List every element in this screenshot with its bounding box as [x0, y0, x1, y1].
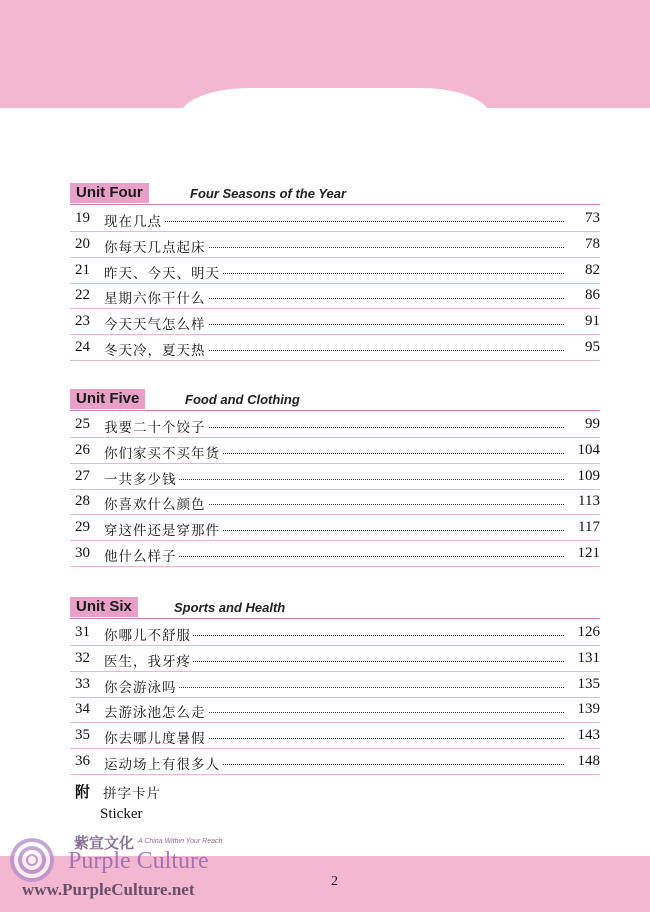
lesson-page-number: 78 — [566, 236, 600, 253]
lesson-number: 19 — [75, 210, 90, 226]
row-divider — [70, 283, 600, 284]
lesson-number: 23 — [75, 313, 90, 330]
lesson-number: 21 — [75, 261, 90, 278]
lesson-title: 去游泳池怎么走 — [104, 701, 208, 721]
toc-row[interactable] — [70, 725, 600, 749]
watermark — [8, 832, 248, 904]
toc-row[interactable] — [70, 208, 600, 232]
unit-header — [70, 183, 510, 205]
toc-row[interactable] — [70, 337, 600, 361]
row-divider — [70, 463, 600, 464]
unit-divider — [70, 410, 600, 411]
lesson-number: 22 — [75, 287, 90, 304]
toc-row[interactable] — [70, 622, 600, 646]
lesson-page-number: 121 — [566, 545, 600, 562]
lesson-number: 29 — [75, 519, 90, 536]
toc-row[interactable] — [70, 260, 600, 284]
toc-row[interactable] — [70, 751, 600, 775]
row-divider — [70, 514, 600, 515]
lesson-title: 他什么样子 — [104, 545, 179, 565]
lesson-page-number: 82 — [566, 262, 600, 279]
row-divider — [70, 697, 600, 698]
lesson-number: 31 — [75, 624, 90, 640]
leader-dots — [104, 221, 564, 222]
unit-title: Food and Clothing — [185, 392, 300, 407]
lesson-page-number: 148 — [566, 753, 600, 770]
unit-label: Unit Five — [70, 389, 145, 409]
row-divider — [70, 489, 600, 490]
lesson-title: 你哪儿不舒服 — [104, 624, 193, 644]
lesson-number: 34 — [75, 701, 90, 718]
lesson-title: 你们家买不买年货 — [104, 442, 222, 462]
lesson-title: 星期六你干什么 — [104, 287, 208, 307]
watermark-chinese: 紫宣文化 — [74, 834, 135, 852]
unit-title: Sports and Health — [174, 600, 286, 615]
toc-row[interactable] — [70, 674, 600, 698]
row-divider — [70, 566, 600, 567]
lesson-page-number: 126 — [566, 624, 600, 641]
toc-row[interactable] — [70, 311, 600, 335]
row-divider — [70, 671, 600, 672]
lesson-page-number: 95 — [566, 339, 600, 356]
row-divider — [70, 774, 600, 775]
purple-culture-logo-icon — [8, 836, 56, 884]
lesson-title: 现在几点 — [104, 210, 164, 230]
unit-label: Unit Six — [70, 597, 138, 617]
lesson-number: 36 — [75, 753, 90, 769]
toc-row[interactable] — [70, 648, 600, 672]
toc-row[interactable] — [70, 234, 600, 258]
unit-divider — [70, 618, 600, 619]
lesson-number: 27 — [75, 467, 90, 484]
lesson-title: 今天天气怎么样 — [104, 313, 208, 333]
toc-row[interactable] — [70, 440, 600, 464]
sticker-label: Sticker — [100, 806, 143, 822]
lesson-number: 26 — [75, 441, 90, 458]
toc-row[interactable] — [70, 699, 600, 723]
lesson-page-number: 104 — [566, 442, 600, 459]
appendix-mark: 附 — [75, 783, 91, 801]
row-divider — [70, 437, 600, 438]
watermark-url: www.PurpleCulture.net — [22, 880, 195, 899]
lesson-title: 你会游泳吗 — [104, 676, 179, 696]
lesson-title: 你去哪儿度暑假 — [104, 727, 208, 747]
row-divider — [70, 540, 600, 541]
lesson-title: 运动场上有很多人 — [104, 753, 222, 773]
lesson-page-number: 143 — [566, 727, 600, 744]
lesson-title: 冬天冷，夏天热 — [104, 339, 208, 359]
lesson-title: 你每天几点起床 — [104, 236, 208, 256]
unit-divider — [70, 204, 600, 205]
watermark-brand: Purple Culture — [68, 848, 209, 874]
lesson-page-number: 73 — [566, 210, 600, 227]
unit-header — [70, 389, 510, 411]
lesson-title: 医生，我牙疼 — [104, 650, 193, 670]
lesson-page-number: 99 — [566, 416, 600, 433]
lesson-title: 我要二十个饺子 — [104, 416, 208, 436]
toc-row[interactable] — [70, 517, 600, 541]
lesson-page-number: 131 — [566, 650, 600, 667]
lesson-number: 25 — [75, 416, 90, 432]
watermark-tagline: A China Within Your Reach — [138, 838, 223, 845]
lesson-number: 30 — [75, 545, 90, 561]
row-divider — [70, 334, 600, 335]
lesson-number: 24 — [75, 339, 90, 355]
lesson-page-number: 139 — [566, 701, 600, 718]
row-divider — [70, 645, 600, 646]
lesson-page-number: 113 — [566, 493, 600, 510]
row-divider — [70, 722, 600, 723]
row-divider — [70, 748, 600, 749]
row-divider — [70, 360, 600, 361]
lesson-number: 28 — [75, 493, 90, 510]
toc-row[interactable] — [70, 543, 600, 567]
lesson-title: 你喜欢什么颜色 — [104, 493, 208, 513]
unit-title: Four Seasons of the Year — [190, 186, 347, 201]
lesson-title: 一共多少钱 — [104, 468, 179, 488]
lesson-title: 昨天、今天、明天 — [104, 262, 222, 282]
unit-label: Unit Four — [70, 183, 149, 203]
lesson-number: 32 — [75, 649, 90, 666]
row-divider — [70, 308, 600, 309]
toc-row[interactable] — [70, 491, 600, 515]
lesson-title: 穿这件还是穿那件 — [104, 519, 222, 539]
row-divider — [70, 231, 600, 232]
lesson-number: 35 — [75, 727, 90, 744]
lesson-page-number: 109 — [566, 468, 600, 485]
toc-row[interactable] — [70, 414, 600, 438]
lesson-page-number: 86 — [566, 287, 600, 304]
appendix-title: 拼字卡片 — [103, 786, 161, 802]
lesson-page-number: 117 — [566, 519, 600, 536]
toc-row[interactable] — [70, 466, 600, 490]
row-divider — [70, 257, 600, 258]
lesson-page-number: 135 — [566, 676, 600, 693]
lesson-number: 33 — [75, 675, 90, 692]
lesson-page-number: 91 — [566, 313, 600, 330]
lesson-number: 20 — [75, 235, 90, 252]
unit-header — [70, 597, 510, 619]
page-number: 2 — [331, 874, 338, 889]
toc-row[interactable] — [70, 285, 600, 309]
